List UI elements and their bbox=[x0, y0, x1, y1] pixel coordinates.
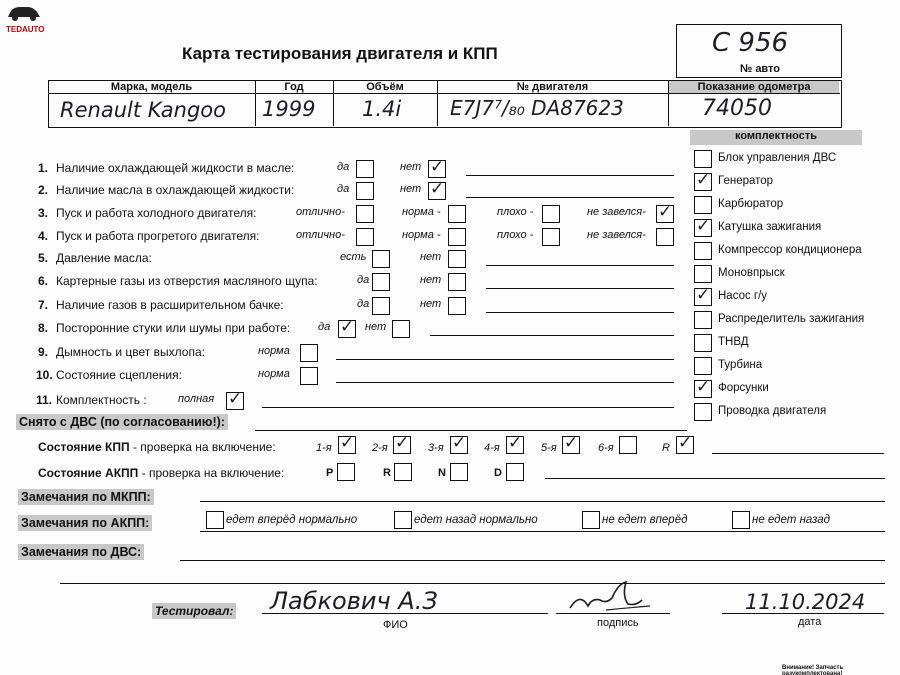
item-number: 1. bbox=[38, 161, 49, 175]
option-checkbox[interactable] bbox=[428, 179, 446, 200]
kpp-gear-label: 2-я bbox=[372, 442, 388, 454]
item-number: 2. bbox=[38, 183, 49, 197]
kpp-gear-label: R bbox=[662, 442, 670, 454]
option-label: да bbox=[318, 321, 331, 333]
kpp-title: Состояние КПП bbox=[38, 440, 130, 454]
check-mark-icon: ✓ bbox=[430, 157, 445, 177]
kpp-gear-checkbox[interactable] bbox=[338, 433, 356, 454]
check-mark-icon: ✓ bbox=[340, 317, 355, 337]
car-icon bbox=[6, 4, 42, 22]
option-label: есть bbox=[340, 251, 367, 263]
komplekt-checkbox[interactable] bbox=[694, 196, 712, 214]
option-label: нет bbox=[420, 274, 442, 286]
check-mark-icon: ✓ bbox=[658, 202, 673, 222]
fio-value: Лабкович А.З bbox=[270, 587, 438, 615]
check-mark-icon: ✓ bbox=[564, 433, 579, 453]
brand-value: Renault Kangoo bbox=[60, 98, 226, 122]
logo bbox=[6, 4, 45, 34]
check-mark-icon: ✓ bbox=[395, 433, 410, 453]
auto-number-label: № авто bbox=[740, 63, 781, 75]
option-checkbox[interactable] bbox=[372, 250, 390, 268]
option-label: норма - bbox=[402, 206, 441, 218]
check-mark-icon: ✓ bbox=[696, 377, 711, 397]
komplekt-item: Форсунки bbox=[718, 382, 769, 394]
kpp-gear-label: 3-я bbox=[428, 442, 444, 454]
komplekt-item: Генератор bbox=[718, 175, 774, 187]
item-number: 6. bbox=[38, 274, 49, 288]
item-label: Состояние сцепления: bbox=[56, 368, 182, 382]
check-mark-icon: ✓ bbox=[678, 433, 693, 453]
header-col-year: Год bbox=[284, 81, 304, 93]
check-mark-icon: ✓ bbox=[452, 433, 467, 453]
kpp-row bbox=[38, 440, 276, 454]
item-label: Картерные газы из отверстия масляного щупа: bbox=[56, 274, 318, 288]
komplekt-checkbox[interactable] bbox=[694, 216, 712, 237]
option-label: отлично- bbox=[296, 206, 345, 218]
kpp-gear-checkbox[interactable] bbox=[450, 433, 468, 454]
akpp-title: Состояние АКПП bbox=[38, 466, 139, 480]
odometer-value: 74050 bbox=[702, 96, 772, 121]
komplekt-title: комплектность bbox=[690, 130, 862, 145]
komplekt-checkbox[interactable] bbox=[694, 403, 712, 421]
underline bbox=[430, 335, 674, 336]
kpp-gear-checkbox[interactable] bbox=[619, 436, 637, 454]
komplekt-checkbox[interactable] bbox=[694, 377, 712, 398]
kpp-gear-label: 1-я bbox=[316, 442, 332, 454]
komplekt-checkbox[interactable] bbox=[694, 357, 712, 375]
footer-note: Внимание! Запчасть разукомплектована! bbox=[782, 665, 844, 675]
kpp-gear-checkbox[interactable] bbox=[676, 433, 694, 454]
kpp-subtitle: - проверка на включение: bbox=[132, 440, 276, 454]
item-label: Посторонние стуки или шумы при работе: bbox=[56, 321, 291, 335]
option-checkbox[interactable] bbox=[448, 297, 466, 315]
akpp-gear-label: P bbox=[326, 467, 334, 479]
item-number: 8. bbox=[38, 321, 49, 335]
remarks-dvs-label: Замечания по ДВС: bbox=[18, 544, 144, 560]
akpp-gear-checkbox[interactable] bbox=[506, 463, 524, 481]
header-col-volume: Объём bbox=[366, 81, 404, 93]
engine-no-value: E7J7⁷/₈₀ DA87623 bbox=[450, 96, 624, 120]
akpp-gear-checkbox[interactable] bbox=[394, 463, 412, 481]
option-checkbox[interactable] bbox=[356, 182, 374, 200]
akpp-option-label: не едет назад bbox=[752, 514, 831, 526]
item-number: 4. bbox=[38, 229, 49, 243]
option-checkbox[interactable] bbox=[226, 389, 244, 410]
option-checkbox[interactable] bbox=[338, 317, 356, 338]
option-label: да bbox=[337, 161, 350, 173]
komplekt-item: Карбюратор bbox=[718, 198, 784, 210]
komplekt-checkbox[interactable] bbox=[694, 242, 712, 260]
komplekt-item: ТНВД bbox=[718, 336, 749, 348]
date-label: дата bbox=[798, 616, 822, 628]
option-label: нет bbox=[420, 251, 442, 263]
komplekt-item: Блок управления ДВС bbox=[718, 152, 837, 164]
option-checkbox[interactable] bbox=[448, 273, 466, 291]
option-label: не завелся- bbox=[587, 206, 646, 218]
item-number: 5. bbox=[38, 251, 49, 265]
option-checkbox[interactable] bbox=[300, 367, 318, 385]
option-label: нет bbox=[400, 183, 422, 195]
option-checkbox[interactable] bbox=[542, 228, 560, 246]
akpp-gear-checkbox[interactable] bbox=[337, 463, 355, 481]
item-label: Давление масла: bbox=[56, 251, 152, 265]
underline bbox=[262, 407, 674, 408]
option-checkbox[interactable] bbox=[372, 297, 390, 315]
option-checkbox[interactable] bbox=[542, 205, 560, 223]
option-label: нет bbox=[400, 161, 422, 173]
option-checkbox[interactable] bbox=[356, 228, 374, 246]
option-checkbox[interactable] bbox=[448, 228, 466, 246]
underline bbox=[486, 288, 674, 289]
akpp-option-label: едет вперёд нормально bbox=[226, 514, 358, 526]
komplekt-item: Моновпрыск bbox=[718, 267, 785, 279]
underline bbox=[486, 265, 674, 266]
check-mark-icon: ✓ bbox=[696, 170, 711, 190]
underline bbox=[486, 312, 674, 313]
akpp-option-label: едет назад нормально bbox=[414, 514, 538, 526]
option-label: да bbox=[357, 274, 370, 286]
kpp-gear-label: 4-я bbox=[484, 442, 500, 454]
option-label: полная bbox=[178, 393, 215, 405]
fio-label: ФИО bbox=[383, 619, 408, 631]
auto-number-value: С 956 bbox=[712, 28, 789, 58]
item-label: Дымность и цвет выхлопа: bbox=[56, 345, 205, 359]
sign-label: подпись bbox=[597, 617, 639, 629]
kpp-gear-label: 5-я bbox=[541, 442, 557, 454]
item-number: 10. bbox=[36, 368, 53, 382]
item-number: 3. bbox=[38, 206, 49, 220]
komplekt-item: Насос г/у bbox=[718, 290, 768, 302]
item-label: Наличие охлаждающей жидкости в масле: bbox=[56, 161, 295, 175]
komplekt-checkbox[interactable] bbox=[694, 150, 712, 168]
kpp-gear-label: 6-я bbox=[598, 442, 614, 454]
check-mark-icon: ✓ bbox=[340, 433, 355, 453]
signature bbox=[566, 578, 656, 614]
option-label: норма bbox=[258, 368, 290, 380]
header-col-odometer: Показание одометра bbox=[697, 81, 811, 93]
komplekt-item: Компрессор кондиционера bbox=[718, 244, 862, 256]
option-label: да bbox=[357, 298, 370, 310]
item-label: Комплектность : bbox=[56, 393, 147, 407]
check-mark-icon: ✓ bbox=[508, 433, 523, 453]
komplekt-checkbox[interactable] bbox=[694, 170, 712, 191]
underline bbox=[466, 175, 674, 176]
option-checkbox[interactable] bbox=[428, 157, 446, 178]
option-checkbox[interactable] bbox=[448, 250, 466, 268]
kpp-gear-checkbox[interactable] bbox=[562, 433, 580, 454]
kpp-gear-checkbox[interactable] bbox=[506, 433, 524, 454]
option-checkbox[interactable] bbox=[392, 320, 410, 338]
check-mark-icon: ✓ bbox=[228, 389, 243, 409]
komplekt-checkbox[interactable] bbox=[694, 311, 712, 329]
akpp-gear-label: N bbox=[438, 467, 446, 479]
item-label: Наличие масла в охлаждающей жидкости: bbox=[56, 183, 295, 197]
option-checkbox[interactable] bbox=[356, 205, 374, 223]
akpp-gear-label: D bbox=[494, 467, 502, 479]
akpp-option-checkbox[interactable] bbox=[206, 511, 224, 529]
kpp-gear-checkbox[interactable] bbox=[393, 433, 411, 454]
akpp-option-checkbox[interactable] bbox=[394, 511, 412, 529]
komplekt-checkbox[interactable] bbox=[694, 285, 712, 306]
year-value: 1999 bbox=[262, 97, 316, 121]
removed-label: Снято с ДВС (по согласованию!): bbox=[16, 414, 228, 430]
logo-text: TEDAUTO bbox=[6, 25, 45, 34]
akpp-option-checkbox[interactable] bbox=[582, 511, 600, 529]
item-number: 9. bbox=[38, 345, 49, 359]
remarks-mkpp-label: Замечания по МКПП: bbox=[18, 489, 154, 505]
item-label: Пуск и работа холодного двигателя: bbox=[56, 206, 257, 220]
option-checkbox[interactable] bbox=[356, 160, 374, 178]
volume-value: 1.4i bbox=[362, 97, 402, 121]
option-checkbox[interactable] bbox=[372, 273, 390, 291]
check-mark-icon: ✓ bbox=[696, 285, 711, 305]
option-label: нет bbox=[365, 321, 387, 333]
item-number: 7. bbox=[38, 298, 49, 312]
option-label: нет bbox=[420, 298, 442, 310]
check-mark-icon: ✓ bbox=[430, 179, 445, 199]
komplekt-item: Турбина bbox=[718, 359, 763, 371]
akpp-gear-label: R bbox=[383, 467, 391, 479]
underline bbox=[336, 359, 674, 360]
option-label: отлично- bbox=[296, 229, 345, 241]
komplekt-item: Распределитель зажигания bbox=[718, 313, 865, 325]
akpp-row bbox=[38, 466, 284, 480]
check-mark-icon: ✓ bbox=[696, 216, 711, 236]
option-label: норма bbox=[258, 345, 290, 357]
akpp-option-checkbox[interactable] bbox=[732, 511, 750, 529]
item-label: Пуск и работа прогретого двигателя: bbox=[56, 229, 260, 243]
option-label: да bbox=[337, 183, 350, 195]
page-title: Карта тестирования двигателя и КПП bbox=[182, 44, 498, 63]
akpp-option-label: не едет вперёд bbox=[602, 514, 688, 526]
date-value: 11.10.2024 bbox=[745, 590, 866, 614]
option-checkbox[interactable] bbox=[448, 205, 466, 223]
option-label: плохо - bbox=[497, 206, 534, 218]
komplekt-checkbox[interactable] bbox=[694, 334, 712, 352]
option-checkbox[interactable] bbox=[656, 202, 674, 223]
item-label: Наличие газов в расширительном бачке: bbox=[56, 298, 284, 312]
komplekt-checkbox[interactable] bbox=[694, 265, 712, 283]
akpp-gear-checkbox[interactable] bbox=[450, 463, 468, 481]
item-number: 11. bbox=[36, 393, 53, 407]
option-checkbox[interactable] bbox=[300, 344, 318, 362]
option-label: норма - bbox=[402, 229, 441, 241]
header-col-brand: Марка, модель bbox=[110, 81, 193, 93]
komplekt-item: Проводка двигателя bbox=[718, 405, 827, 417]
option-label: не завелся- bbox=[587, 229, 646, 241]
remarks-akpp-label: Замечания по АКПП: bbox=[18, 515, 152, 531]
underline bbox=[336, 382, 674, 383]
komplekt-item: Катушка зажигания bbox=[718, 221, 822, 233]
option-checkbox[interactable] bbox=[656, 228, 674, 246]
akpp-subtitle: - проверка на включение: bbox=[141, 466, 285, 480]
option-label: плохо - bbox=[497, 229, 534, 241]
underline bbox=[466, 197, 674, 198]
tested-label: Тестировал: bbox=[152, 603, 236, 619]
header-col-engine-no: № двигателя bbox=[516, 81, 589, 93]
